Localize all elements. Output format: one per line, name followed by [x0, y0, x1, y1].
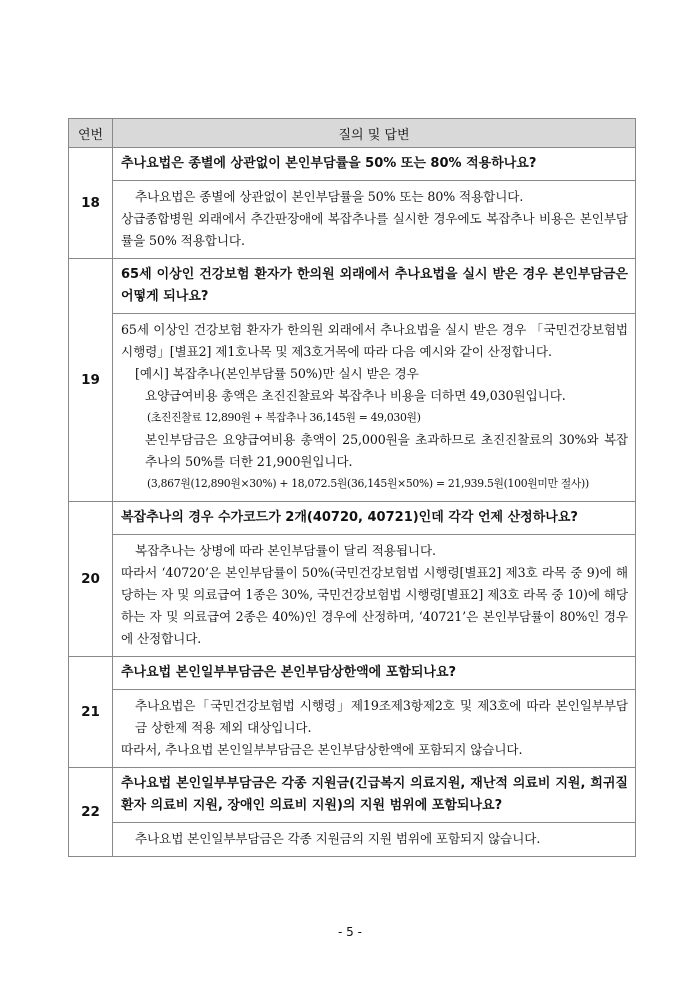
table-header-row — [69, 119, 636, 148]
answer — [113, 823, 636, 857]
row-number: 20 — [69, 502, 113, 657]
table-row — [69, 502, 636, 535]
header-num: 연번 — [69, 119, 113, 148]
table-row — [69, 657, 636, 690]
row-number: 19 — [69, 259, 113, 502]
answer — [113, 181, 636, 259]
row-number: 21 — [69, 657, 113, 768]
table-row — [69, 768, 636, 823]
answer-line: 상급종합병원 외래에서 추간판장애에 복잡추나를 실시한 경우에도 복잡추나 비용은 본인부담률을 50% 적용합니다. — [121, 211, 628, 248]
calculation-note: (3,867원(12,890원×30%) + 18,072.5원(36,145원×50%) = 21,939.5원(100원미만 절사)) — [147, 477, 589, 490]
example-heading: [예시] 복잡추나(본인부담률 50%)만 실시 받은 경우 — [135, 366, 419, 381]
answer-line: 요양급여비용 총액은 초진진찰료와 복잡추나 비용을 더하면 49,030원입니다. — [145, 388, 566, 403]
answer-line: 추나요법은 종별에 상관없이 본인부담률을 50% 또는 80% 적용합니다. — [135, 189, 524, 204]
question: 복잡추나의 경우 수가코드가 2개(40720, 40721)인데 각각 언제 산정하나요? — [113, 502, 636, 535]
answer — [113, 690, 636, 768]
question: 추나요법은 종별에 상관없이 본인부담률을 50% 또는 80% 적용하나요? — [113, 148, 636, 181]
question: 추나요법 본인일부부담금은 본인부담상한액에 포함되나요? — [113, 657, 636, 690]
question: 추나요법 본인일부부담금은 각종 지원금(긴급복지 의료지원, 재난적 의료비 지원, 희귀질환자 의료비 지원, 장애인 의료비 지원)의 지원 범위에 포함되나요? — [113, 768, 636, 823]
table-row — [69, 259, 636, 314]
table-row — [69, 181, 636, 259]
answer — [113, 314, 636, 502]
qa-table — [68, 118, 636, 857]
row-number: 22 — [69, 768, 113, 857]
table-row — [69, 535, 636, 657]
answer-line: 본인부담금은 요양급여비용 총액이 25,000원을 초과하므로 초진진찰료의 30%와 복잡추나의 50%를 더한 21,900원입니다. — [145, 432, 628, 469]
answer-line: 따라서 ‘40720’은 본인부담률이 50%(국민건강보험법 시행령[별표2] 제3호 라목 중 9)에 해당하는 자 및 의료급여 1종은 30%, 국민건강보험법 시행령[별표2] 제3호 라목 중 10)에 해당하는 자 및 의료급여 2종은 40%)인 경우에 산정하며, ‘40721’은 본인부담률이 80%인 경우에 산정합니다. — [121, 565, 628, 646]
page-number: - 5 - — [338, 925, 362, 939]
table-row — [69, 148, 636, 181]
table-row — [69, 690, 636, 768]
table-row — [69, 823, 636, 857]
answer-line: 복잡추나는 상병에 따라 본인부담률이 달리 적용됩니다. — [135, 543, 436, 558]
question: 65세 이상인 건강보험 환자가 한의원 외래에서 추나요법을 실시 받은 경우 본인부담금은 어떻게 되나요? — [113, 259, 636, 314]
answer-line: 추나요법 본인일부부담금은 각종 지원금의 지원 범위에 포함되지 않습니다. — [135, 831, 541, 846]
header-qa: 질의 및 답변 — [113, 119, 636, 148]
calculation-note: (초진진찰료 12,890원 + 복잡추나 36,145원 = 49,030원) — [147, 411, 421, 424]
answer-line: 65세 이상인 건강보험 환자가 한의원 외래에서 추나요법을 실시 받은 경우 「국민건강보험법 시행령」[별표2] 제1호나목 및 제3호거목에 따라 다음 예시와 같이 산정합니다. — [121, 322, 628, 359]
answer — [113, 535, 636, 657]
answer-line: 따라서, 추나요법 본인일부부담금은 본인부담상한액에 포함되지 않습니다. — [121, 742, 523, 757]
table-row — [69, 314, 636, 502]
row-number: 18 — [69, 148, 113, 259]
answer-line: 추나요법은「국민건강보험법 시행령」제19조제3항제2호 및 제3호에 따라 본인일부부담금 상한제 적용 제외 대상입니다. — [135, 698, 628, 735]
